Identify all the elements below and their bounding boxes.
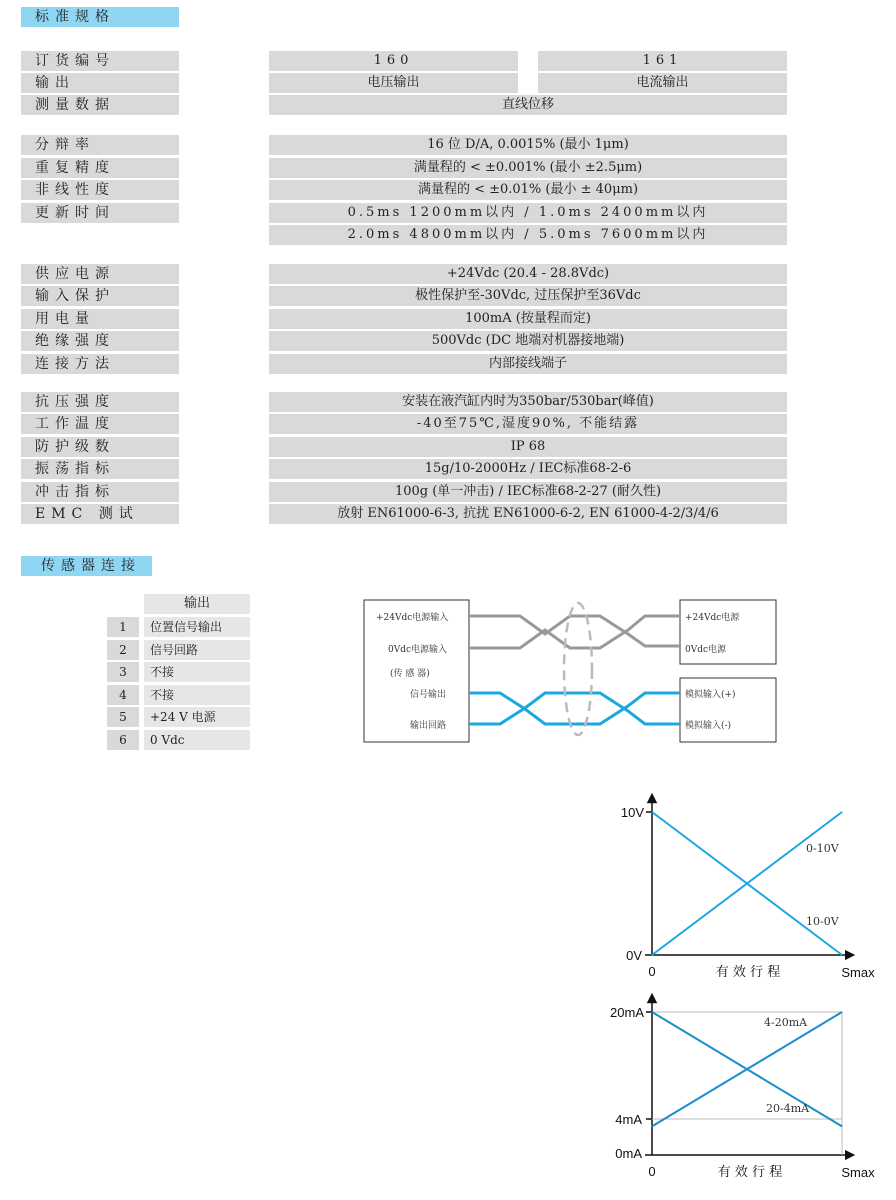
- spec-row-consumption: [0, 309, 896, 329]
- spec-value: 15g/10-2000Hz / IEC标准68-2-6: [269, 459, 787, 479]
- wire-label: 模拟输入(-): [685, 721, 732, 731]
- pin-number: 5: [107, 707, 139, 727]
- spec-row-update-2: [0, 225, 896, 245]
- spec-row-emc: [0, 504, 896, 524]
- spec-value: 0.5ms 1200mm以内 / 1.0ms 2400mm以内: [269, 203, 787, 223]
- pin-function: 0 Vdc: [144, 730, 250, 750]
- spec-value: 极性保护至-30Vdc, 过压保护至36Vdc: [269, 286, 787, 306]
- series-point: [842, 812, 843, 813]
- spec-value: -40至75℃,湿度90%, 不能结露: [269, 414, 787, 434]
- y-tick-label-mid: 4mA: [615, 1112, 642, 1127]
- spec-row-order-no: [0, 51, 896, 71]
- wire-label: +24Vdc电源: [685, 613, 740, 623]
- spec-label: 振荡指标: [21, 459, 179, 479]
- spec-value: 16 位 D/A, 0.0015% (最小 1μm): [269, 135, 787, 155]
- spec-value-161: 电流输出: [538, 73, 787, 93]
- spec-value: IP 68: [269, 437, 787, 457]
- spec-value-160: 160: [269, 51, 518, 71]
- pin-function: 位置信号输出: [144, 617, 250, 637]
- spec-value-161: 161: [538, 51, 787, 71]
- wire-label: 信号输出: [410, 690, 447, 700]
- spec-label: 工作温度: [21, 414, 179, 434]
- spec-value: 满量程的 < ±0.01% (最小 ± 40μm): [269, 180, 787, 200]
- series-point: [652, 812, 653, 813]
- spec-row-nonlinear: [0, 180, 896, 200]
- wire-label: +24Vdc电源输入: [376, 613, 449, 623]
- x-tick-label-start: 0: [648, 964, 656, 979]
- series-label: 0-10V: [806, 842, 839, 855]
- y-tick-label-top: 10V: [620, 805, 644, 820]
- spec-value: 满量程的 < ±0.001% (最小 ±2.5μm): [269, 158, 787, 178]
- power-wire-24v: [469, 616, 680, 646]
- spec-label: 输入保护: [21, 286, 179, 306]
- spec-row-temperature: [0, 414, 896, 434]
- series-label: 4-20mA: [764, 1016, 808, 1029]
- series-point: [652, 1126, 653, 1127]
- voltage-output-chart: [600, 790, 890, 985]
- spec-label: 抗压强度: [21, 392, 179, 412]
- spec-label: 供应电源: [21, 264, 179, 284]
- wiring-diagram: [360, 596, 780, 746]
- section-title-connection: 传感器连接: [21, 556, 152, 576]
- wire-label: 0Vdc电源输入: [388, 645, 448, 655]
- spec-row-insulation: [0, 331, 896, 351]
- spec-value: 500Vdc (DC 地端对机器接地端): [269, 331, 787, 351]
- spec-value: 安装在液汽缸内时为350bar/530bar(峰值): [269, 392, 787, 412]
- spec-value: 放射 EN61000-6-3, 抗扰 EN61000-6-2, EN 61000-4-2/3/4/6: [269, 504, 787, 524]
- series-label: 10-0V: [806, 915, 839, 928]
- spec-label: 绝缘强度: [21, 331, 179, 351]
- series-point: [652, 1012, 653, 1013]
- spec-label: 订货编号: [21, 51, 179, 71]
- cable-shield: [564, 603, 592, 735]
- pin-function: 信号回路: [144, 640, 250, 660]
- chart-series-group: [652, 1012, 843, 1127]
- spec-row-pressure: [0, 392, 896, 412]
- spec-label: 用电量: [21, 309, 179, 329]
- spec-label: 重复精度: [21, 158, 179, 178]
- spec-label: 分辩率: [21, 135, 179, 155]
- power-wire-0v: [469, 616, 680, 648]
- current-output-chart: [600, 990, 890, 1185]
- wire-label: 输出回路: [410, 721, 447, 731]
- spec-value: 直线位移: [269, 95, 787, 115]
- signal-wire-return: [469, 693, 680, 724]
- spec-row-measure: [0, 95, 896, 115]
- y-tick-label-bottom: 0V: [626, 948, 642, 963]
- spec-value: 2.0ms 4800mm以内 / 5.0ms 7600mm以内: [269, 225, 787, 245]
- wire-label: (传 感 器): [390, 669, 430, 679]
- spec-label: EMC 测试: [21, 504, 179, 524]
- spec-row-repeat: [0, 158, 896, 178]
- x-axis-label: 有 效 行 程: [715, 965, 781, 980]
- spec-row-vibration: [0, 459, 896, 479]
- analog-input-box: [680, 678, 776, 742]
- y-tick-label-bottom: 0mA: [615, 1146, 642, 1161]
- spec-value: 100g (单一冲击) / IEC标准68-2-27 (耐久性): [269, 482, 787, 502]
- x-axis-label: 有 效 行 程: [717, 1165, 783, 1180]
- y-tick-label-top: 20mA: [610, 1005, 644, 1020]
- spec-label: 输出: [21, 73, 179, 93]
- x-tick-label-start: 0: [648, 1164, 656, 1179]
- spec-value-160: 电压输出: [269, 73, 518, 93]
- series-point: [842, 955, 843, 956]
- pin-function: +24 V 电源: [144, 707, 250, 727]
- spec-row-output: [0, 73, 896, 93]
- x-tick-label-end: Smax: [841, 965, 875, 980]
- spec-row-ip: [0, 437, 896, 457]
- spec-row-resolution: [0, 135, 896, 155]
- spec-row-shock: [0, 482, 896, 502]
- chart-series-group: [652, 812, 843, 956]
- spec-value: 100mA (按量程而定): [269, 309, 787, 329]
- spec-row-update: [0, 203, 896, 223]
- spec-label: 连接方法: [21, 354, 179, 374]
- spec-row-protect: [0, 286, 896, 306]
- spec-row-power: [0, 264, 896, 284]
- pin-number: 1: [107, 617, 139, 637]
- pin-number: 6: [107, 730, 139, 750]
- spec-label: 测量数据: [21, 95, 179, 115]
- pin-number: 4: [107, 685, 139, 705]
- pin-number: 3: [107, 662, 139, 682]
- spec-label: 更新时间: [21, 203, 179, 223]
- pin-table-header: 输出: [144, 594, 250, 614]
- series-point: [652, 955, 653, 956]
- spec-row-connection: [0, 354, 896, 374]
- spec-value: 内部接线端子: [269, 354, 787, 374]
- spec-label: 冲击指标: [21, 482, 179, 502]
- series-point: [842, 1126, 843, 1127]
- wire-label: 0Vdc电源: [685, 645, 727, 655]
- spec-value: +24Vdc (20.4 - 28.8Vdc): [269, 264, 787, 284]
- wire-label: 模拟输入(+): [685, 690, 736, 700]
- series-label: 20-4mA: [766, 1102, 810, 1115]
- spec-label: 防护级数: [21, 437, 179, 457]
- x-tick-label-end: Smax: [841, 1165, 875, 1180]
- series-point: [842, 1012, 843, 1013]
- signal-wire-out: [469, 693, 680, 724]
- pin-number: 2: [107, 640, 139, 660]
- section-title-specs: 标准规格: [21, 7, 179, 27]
- pin-function: 不接: [144, 662, 250, 682]
- pin-function: 不接: [144, 685, 250, 705]
- spec-label: 非线性度: [21, 180, 179, 200]
